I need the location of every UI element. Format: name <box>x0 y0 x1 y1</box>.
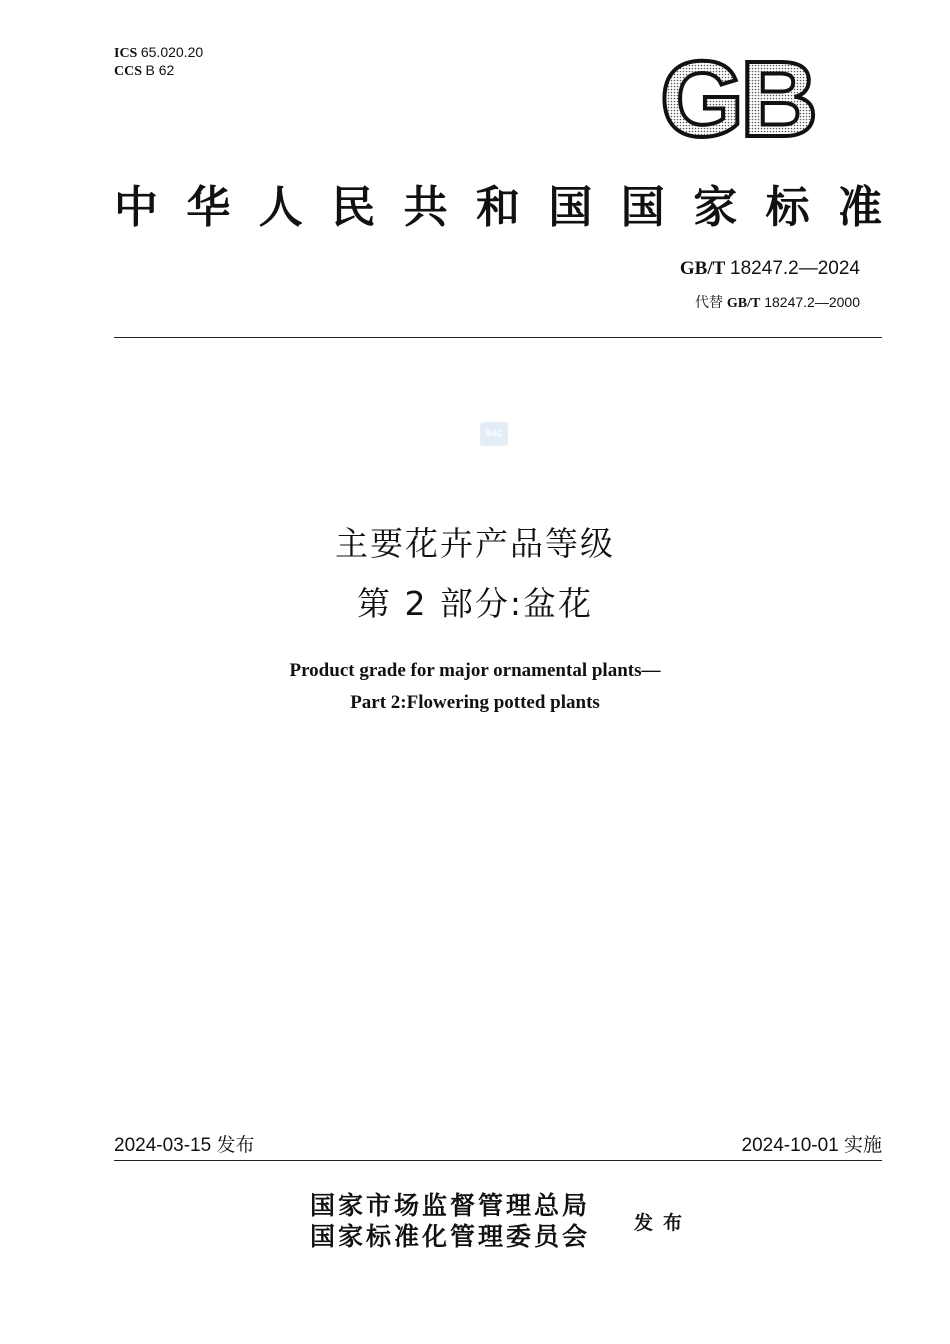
replaces-number: 18247.2—2000 <box>764 294 860 310</box>
issue-action: 发布 <box>634 1212 693 1234</box>
ccs-label: CCS <box>114 64 143 79</box>
issuing-authorities <box>310 1190 590 1252</box>
gb-logo <box>640 46 834 144</box>
standard-code: GB/T <box>679 258 726 279</box>
english-title-line-2: Part 2:Flowering potted plants <box>350 692 600 713</box>
issuer-samr: 国家市场监督管理总局 <box>310 1191 591 1220</box>
top-divider <box>114 337 882 338</box>
sac-watermark: SAC <box>480 422 508 446</box>
replaces-prefix: 代替 <box>694 294 723 310</box>
chinese-title-line-2: 第 2 部分:盆花 <box>356 584 594 623</box>
standard-number <box>680 258 860 280</box>
issue-date: 2024-03-15 发布 <box>114 1135 255 1156</box>
replaces-standard <box>695 292 860 312</box>
english-title-line-1: Product grade for major ornamental plants— <box>289 660 661 681</box>
ccs-line <box>114 62 203 80</box>
chinese-title-line-1: 主要花卉产品等级 <box>335 524 615 563</box>
implementation-date: 2024-10-01 实施 <box>741 1135 882 1156</box>
ics-value: 65.020.20 <box>140 44 204 60</box>
ccs-value: B 62 <box>145 62 175 78</box>
replaces-code: GB/T <box>726 296 761 311</box>
gb-logo-text: GB <box>660 46 814 144</box>
classification-codes <box>114 44 203 80</box>
ics-label: ICS <box>114 46 138 61</box>
issuer-sac: 国家标准化管理委员会 <box>310 1222 591 1251</box>
national-standard-title: 中华人民共和国国家标准 <box>114 182 884 233</box>
ics-line <box>114 44 203 62</box>
bottom-divider <box>114 1160 882 1161</box>
standard-number-value: 18247.2—2024 <box>730 258 860 279</box>
